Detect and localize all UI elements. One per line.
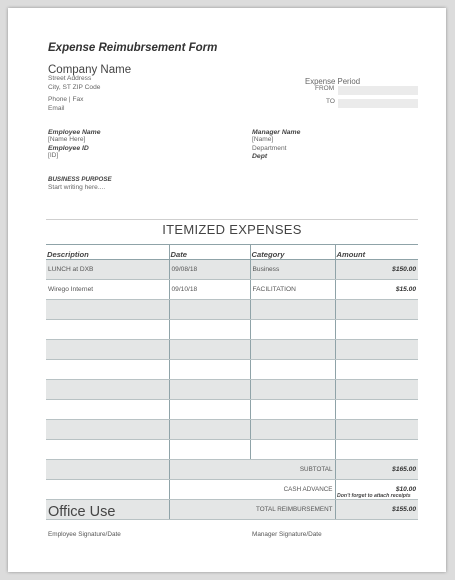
table-row: [46, 420, 418, 440]
cash-advance-label: CASH ADVANCE: [169, 480, 335, 500]
header-category: Category: [250, 245, 335, 260]
table-row: [46, 440, 418, 460]
row-description[interactable]: [46, 400, 169, 420]
city-state-zip: City, ST ZIP Code: [48, 83, 101, 91]
row-description[interactable]: [46, 420, 169, 440]
row-date[interactable]: [169, 400, 250, 420]
table-row: [46, 280, 418, 300]
row-amount[interactable]: [335, 300, 418, 320]
table-row: [46, 380, 418, 400]
itemized-expenses-title: ITEMIZED EXPENSES: [162, 222, 302, 237]
row-amount[interactable]: [335, 440, 418, 460]
form-page: [8, 8, 446, 572]
row-description[interactable]: [46, 380, 169, 400]
row-date[interactable]: [169, 380, 250, 400]
total-reimbursement-amount: $155.00: [335, 500, 418, 520]
row-description[interactable]: LUNCH at DXB: [46, 260, 169, 280]
row-category[interactable]: [250, 400, 335, 420]
department-label: Department: [252, 144, 287, 152]
company-name: Company Name: [48, 64, 132, 76]
receipts-reminder: Don't forget to attach receipts: [337, 493, 411, 499]
row-amount[interactable]: [335, 360, 418, 380]
period-from-field[interactable]: [338, 86, 418, 95]
period-to-field[interactable]: [338, 99, 418, 108]
row-amount[interactable]: $150.00: [335, 260, 418, 280]
row-amount[interactable]: [335, 380, 418, 400]
section-divider: [46, 219, 418, 220]
employee-info: [48, 129, 101, 160]
business-purpose: [48, 176, 112, 193]
form-title: Expense Reimubrsement Form: [48, 42, 218, 54]
office-use-title: Office Use: [48, 504, 116, 520]
total-reimbursement-label: TOTAL REIMBURSEMENT: [169, 500, 335, 520]
row-description[interactable]: [46, 340, 169, 360]
cash-advance-amount[interactable]: $10.00: [335, 480, 418, 500]
row-category[interactable]: [250, 360, 335, 380]
employee-id-value[interactable]: [ID]: [48, 151, 59, 159]
table-row: [46, 360, 418, 380]
subtotal-amount: $165.00: [335, 460, 418, 480]
employee-name-label: Employee Name: [48, 129, 101, 136]
row-category[interactable]: [250, 340, 335, 360]
company-address: [48, 75, 100, 113]
row-category[interactable]: [250, 320, 335, 340]
row-date[interactable]: [169, 340, 250, 360]
row-amount[interactable]: [335, 400, 418, 420]
row-description[interactable]: [46, 300, 169, 320]
row-category[interactable]: [250, 440, 335, 460]
employee-name-value[interactable]: [Name Here]: [48, 136, 86, 143]
row-date[interactable]: [169, 300, 250, 320]
row-date[interactable]: 09/10/18: [169, 280, 250, 300]
row-category[interactable]: [250, 420, 335, 440]
row-date[interactable]: [169, 420, 250, 440]
summary-row-subtotal: [46, 460, 418, 480]
table-row: [46, 400, 418, 420]
table-row: [46, 320, 418, 340]
phone-fax: Phone | Fax: [48, 96, 84, 104]
row-date[interactable]: 09/08/18: [169, 260, 250, 280]
row-date[interactable]: [169, 320, 250, 340]
business-purpose-label: BUSINESS PURPOSE: [48, 176, 112, 183]
row-amount[interactable]: [335, 320, 418, 340]
row-category[interactable]: [250, 380, 335, 400]
employee-signature-label[interactable]: Employee Signature/Date: [48, 531, 121, 538]
street-address: Street Address: [48, 75, 92, 82]
header-amount: Amount: [335, 245, 418, 260]
subtotal-label: SUBTOTAL: [169, 460, 335, 480]
row-date[interactable]: [169, 360, 250, 380]
header-date: Date: [169, 245, 250, 260]
row-description[interactable]: Wirego Internet: [46, 280, 169, 300]
header-description: Description: [46, 245, 169, 260]
employee-id-label: Employee ID: [48, 144, 89, 152]
table-row: [46, 340, 418, 360]
row-amount[interactable]: $15.00: [335, 280, 418, 300]
row-amount[interactable]: [335, 420, 418, 440]
table-header-row: [46, 245, 418, 260]
row-date[interactable]: [169, 440, 250, 460]
manager-name-value[interactable]: [Name]: [252, 136, 274, 143]
row-amount[interactable]: [335, 340, 418, 360]
row-description[interactable]: [46, 320, 169, 340]
period-from-label: FROM: [315, 85, 335, 92]
dept-value[interactable]: Dept: [252, 153, 268, 161]
row-category[interactable]: Business: [250, 260, 335, 280]
manager-name-label: Manager Name: [252, 129, 301, 136]
expense-period-title: Expense Period: [305, 77, 361, 86]
itemized-expenses-table: [46, 244, 418, 520]
row-description[interactable]: [46, 360, 169, 380]
row-category[interactable]: [250, 300, 335, 320]
table-row: [46, 300, 418, 320]
row-category[interactable]: FACILITATION: [250, 280, 335, 300]
manager-info: [252, 129, 300, 160]
business-purpose-text[interactable]: Start writing here....: [48, 184, 106, 191]
table-row: [46, 260, 418, 280]
row-description[interactable]: [46, 440, 169, 460]
manager-signature-label[interactable]: Manager Signature/Date: [252, 531, 322, 538]
period-to-label: TO: [326, 98, 335, 105]
email: Email: [48, 104, 65, 112]
